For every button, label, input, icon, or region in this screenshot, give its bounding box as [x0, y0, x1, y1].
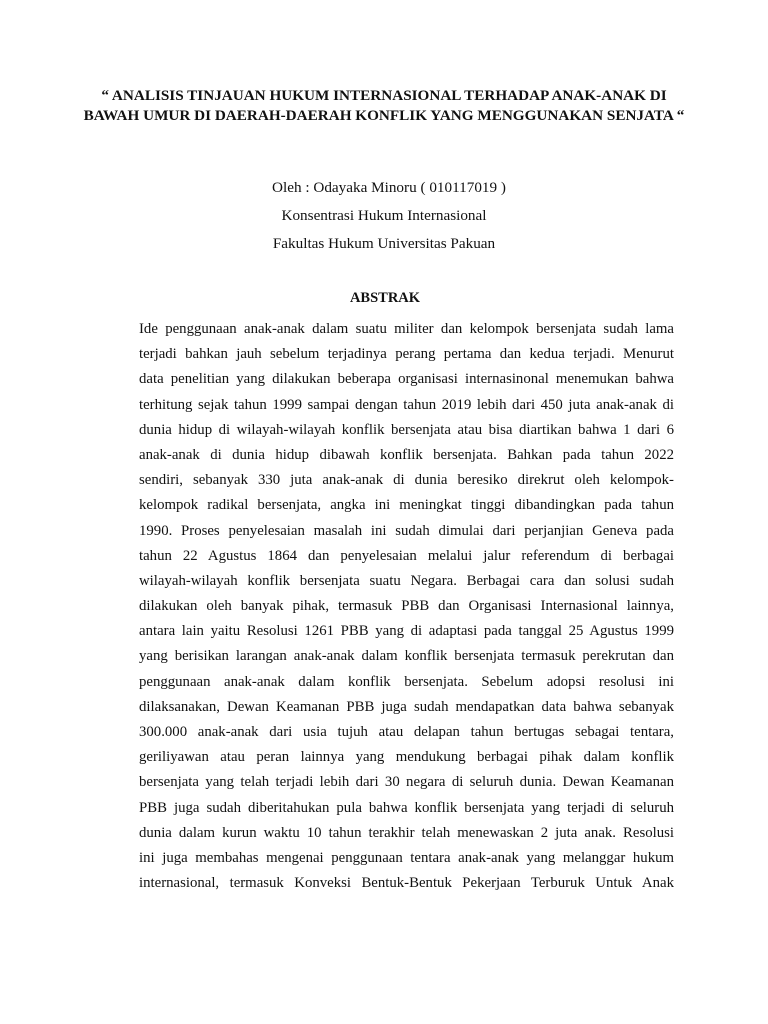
abstract-line: tahun 22 Agustus 1864 dan penyelesaian melalui jalur referendum di berbagai — [139, 547, 674, 564]
abstract-heading: ABSTRAK — [349, 290, 421, 306]
abstract-line: bersenjata yang telah terjadi lebih dari 30 negara di seluruh dunia. Dewan Keamanan — [139, 774, 674, 791]
abstract-line: PBB juga sudah diberitahukan pula bahwa konflik bersenjata yang terjadi di seluruh — [139, 799, 674, 816]
abstract-line: 300.000 anak-anak dari usia tujuh atau delapan tahun bertugas sebagai tentara, — [139, 724, 674, 740]
abstract-line: internasional, termasuk Konveksi Bentuk-Bentuk Pekerjaan Terburuk Untuk Anak — [139, 875, 674, 892]
abstract-body — [139, 317, 674, 896]
abstract-line: Ide penggunaan anak-anak dalam suatu militer dan kelompok bersenjata sudah lama — [139, 321, 674, 337]
abstract-line: dunia hidup di wilayah-wilayah konflik bersenjata atau bisa diartikan bahwa 1 dari 6 — [139, 421, 674, 438]
abstract-line: penggunaan anak-anak dalam konflik bersenjata. Sebelum adopsi resolusi ini — [139, 673, 674, 690]
abstract-line: terhitung sejak tahun 1999 sampai dengan tahun 2019 lebih dari 450 juta anak-anak di — [139, 396, 674, 413]
abstract-line: data penelitian yang dilakukan beberapa organisasi internasinonal menemukan bahwa — [139, 371, 674, 388]
abstract-line: wilayah-wilayah konflik bersenjata suatu Negara. Berbagai cara dan solusi sudah — [139, 572, 674, 589]
concentration-line: Konsentrasi Hukum Internasional — [281, 207, 487, 224]
abstract-line: yang berisikan larangan anak-anak dalam konflik bersenjata termasuk perekrutan dan — [139, 648, 674, 665]
abstract-line: dunia dalam kurun waktu 10 tahun terakhir telah menewaskan 2 juta anak. Resolusi — [139, 824, 674, 841]
author-line: Oleh : Odayaka Minoru ( 010117019 ) — [272, 179, 506, 196]
abstract-line: sendiri, sebanyak 330 juta anak-anak di dunia beresiko direkrut oleh kelompok- — [139, 472, 674, 489]
abstract-line: kelompok radikal bersenjata, angka ini meningkat tinggi dibandingkan pada tahun — [139, 497, 674, 514]
abstract-line: antara lain yaitu Resolusi 1261 PBB yang di adaptasi pada tanggal 25 Agustus 1999 — [139, 623, 674, 640]
faculty-line: Fakultas Hukum Universitas Pakuan — [272, 235, 496, 252]
abstract-line: anak-anak di dunia hidup dibawah konflik bersenjata. Bahkan pada tahun 2022 — [139, 446, 674, 463]
abstract-line: dilakukan oleh banyak pihak, termasuk PBB dan Organisasi Internasional lainnya, — [139, 598, 674, 615]
abstract-line: geriliyawan atau peran lainnya yang mendukung berbagai pihak dalam konflik — [139, 749, 674, 766]
abstract-line: 1990. Proses penyelesaian masalah ini sudah dimulai dari perjanjian Geneva pada — [139, 522, 674, 539]
abstract-line: terjadi bahkan jauh sebelum terjadinya perang pertama dan kedua terjadi. Menurut — [139, 346, 674, 363]
abstract-line: dilaksanakan, Dewan Keamanan PBB juga sudah mendapatkan data bahwa sebanyak — [139, 698, 674, 715]
paper-title: “ ANALISIS TINJAUAN HUKUM INTERNASIONAL TERHADAP ANAK-ANAK DI BAWAH UMUR DI DAERAH-DAERAH KONFLIK YANG MENGGUNAKAN SENJATA “ — [83, 87, 685, 124]
abstract-line: ini juga membahas mengenai penggunaan tentara anak-anak yang melanggar hukum — [139, 849, 674, 866]
